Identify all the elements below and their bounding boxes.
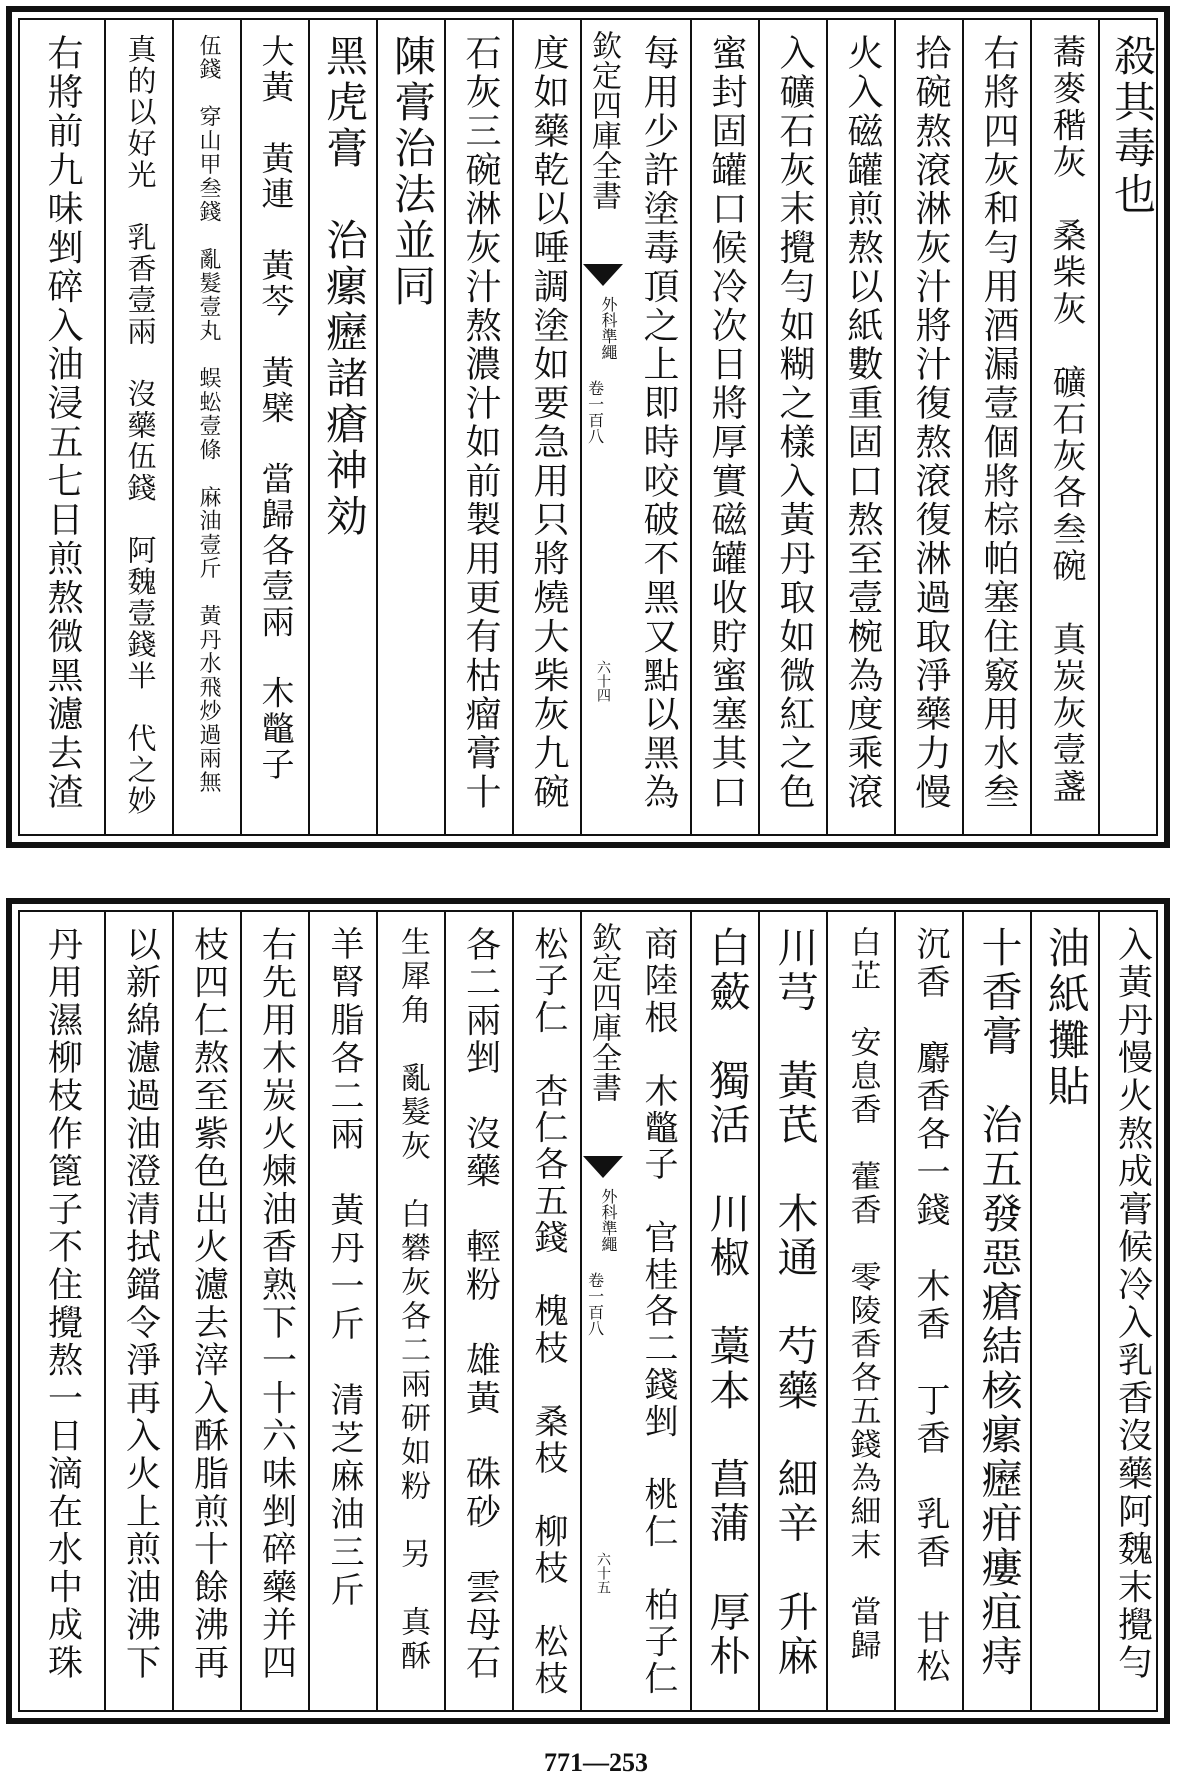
column-text: 生犀角 亂髮灰 白礬灰各二兩研如粉 另 真酥 xyxy=(395,926,430,1674)
column-text: 入礦石灰末攪勻如糊之樣入黃丹取如微紅之色 xyxy=(774,34,815,812)
column-text: 拾碗熬滾淋灰汁將汁復熬滾復淋過取淨藥力慢 xyxy=(910,34,951,812)
column-text: 度如藥乾以唾調塗如要急用只將燒大柴灰九碗 xyxy=(528,34,569,812)
text-column xyxy=(826,20,896,834)
text-column xyxy=(20,20,104,834)
column-text: 殺其毒也 xyxy=(1108,34,1157,218)
column-text: 石灰三碗淋灰汁熬濃汁如前製用更有枯瘤膏十 xyxy=(460,34,501,812)
text-column xyxy=(20,912,104,1710)
column-text: 油紙攤貼 xyxy=(1042,926,1091,1110)
column-text: 蜜封固罐口候冷次日將厚實磁罐收貯蜜塞其口 xyxy=(706,34,747,812)
page-number: 六十四 xyxy=(595,660,611,702)
fishtail-mark xyxy=(583,264,623,286)
text-column xyxy=(962,912,1032,1710)
text-column xyxy=(690,20,760,834)
volume-number: 卷一百八 xyxy=(585,1272,605,1336)
column-text: 右將四灰和勻用酒漏壹個將棕帕塞住竅用水叁 xyxy=(978,34,1019,812)
text-column xyxy=(894,912,964,1710)
text-column xyxy=(622,912,692,1710)
center-fold-column xyxy=(580,912,624,1710)
column-text: 松子仁 杏仁各五錢 槐枝 桑枝 柳枝 松枝 xyxy=(528,926,568,1698)
catalog-number: 771—253 xyxy=(544,1748,648,1777)
text-column xyxy=(376,20,446,834)
column-text: 白芷 安息香 藿香 零陵香各五錢為細末 當歸 xyxy=(844,926,881,1663)
text-column xyxy=(758,20,828,834)
column-text: 黑虎膏 治瘰癧諸瘡神効 xyxy=(320,34,369,540)
text-column xyxy=(172,912,242,1710)
text-column xyxy=(308,912,378,1710)
column-text: 川芎 黃芪 木通 芍藥 細辛 升麻 xyxy=(770,926,819,1679)
text-column xyxy=(1030,20,1100,834)
book-title: 欽定四庫全書 xyxy=(586,922,621,1102)
column-text: 大黃 黃連 黃芩 黃檗 當歸各壹兩 木鼈子 xyxy=(256,34,296,783)
text-column xyxy=(240,20,310,834)
column-text: 右將前九味剉碎入油浸五七日煎熬微黑濾去渣 xyxy=(42,34,83,812)
text-column xyxy=(308,20,378,834)
column-text: 入黃丹慢火熬成膏候冷入乳香沒藥阿魏末攪勻 xyxy=(1112,926,1153,1682)
column-text: 羊腎脂各二兩 黃丹一斤 清芝麻油三斤 xyxy=(324,926,364,1610)
text-column xyxy=(512,912,582,1710)
fishtail-mark xyxy=(583,1156,623,1178)
upper-page-frame xyxy=(18,18,1158,836)
text-column xyxy=(690,912,760,1710)
column-text: 丹用濕柳枝作篦子不住攪熬一日滴在水中成珠 xyxy=(42,926,83,1682)
column-text: 枝四仁熬至紫色出火濾去滓入酥脂煎十餘沸再 xyxy=(188,926,229,1682)
text-column xyxy=(894,20,964,834)
text-column xyxy=(1098,20,1164,834)
text-column xyxy=(172,20,242,834)
text-column xyxy=(758,912,828,1710)
volume-number: 卷一百八 xyxy=(585,380,605,444)
column-text: 陳膏治法並同 xyxy=(388,34,437,310)
column-text: 白蘞 獨活 川椒 藁本 菖蒲 厚朴 xyxy=(702,926,751,1679)
column-text: 每用少許塗毒頂之上即時咬破不黑又點以黑為 xyxy=(638,34,679,812)
upper-page xyxy=(6,6,1170,848)
center-fold-column xyxy=(580,20,624,834)
text-column xyxy=(444,20,514,834)
text-column xyxy=(376,912,446,1710)
column-text: 十香膏 治五發惡瘡結核瘰癧疳瘻疽痔 xyxy=(974,926,1023,1679)
text-column xyxy=(104,20,174,834)
column-text: 伍錢 穿山甲叁錢 亂髮壹丸 蜈蚣壹條 麻油壹斤 黃丹水飛炒過兩無 xyxy=(196,34,221,795)
text-column xyxy=(444,912,514,1710)
book-subtitle: 外科準繩 xyxy=(599,296,619,360)
column-text: 以新綿濾過油澄清拭鐺令淨再入火上煎油沸下 xyxy=(120,926,161,1682)
text-column xyxy=(104,912,174,1710)
page-number: 六十五 xyxy=(595,1552,611,1594)
column-text: 商陸根 木鼈子 官桂各二錢剉 桃仁 柏子仁 xyxy=(638,926,678,1698)
text-column xyxy=(240,912,310,1710)
column-text: 右先用木炭火煉油香熟下一十六味剉碎藥并四 xyxy=(256,926,297,1682)
text-column xyxy=(622,20,692,834)
book-title: 欽定四庫全書 xyxy=(586,30,621,210)
book-subtitle: 外科準繩 xyxy=(599,1188,619,1252)
text-column xyxy=(962,20,1032,834)
lower-page-frame xyxy=(18,910,1158,1712)
column-text: 蕎麥稭灰 桑柴灰 礦石灰各叁碗 真炭灰壹盞 xyxy=(1046,34,1086,806)
text-column xyxy=(512,20,582,834)
column-text: 沉香 麝香各一錢 木香 丁香 乳香 甘松 xyxy=(910,926,950,1686)
text-column xyxy=(826,912,896,1710)
column-text: 火入磁罐煎熬以紙數重固口熬至壹椀為度乘滾 xyxy=(842,34,883,812)
column-text: 真的以好光 乳香壹兩 沒藥伍錢 阿魏壹錢半 代之妙 xyxy=(123,34,158,817)
text-column xyxy=(1030,912,1100,1710)
text-column xyxy=(1098,912,1164,1710)
column-text: 各二兩剉 沒藥 輕粉 雄黃 硃砂 雲母石 xyxy=(460,926,501,1682)
lower-page xyxy=(6,898,1170,1724)
